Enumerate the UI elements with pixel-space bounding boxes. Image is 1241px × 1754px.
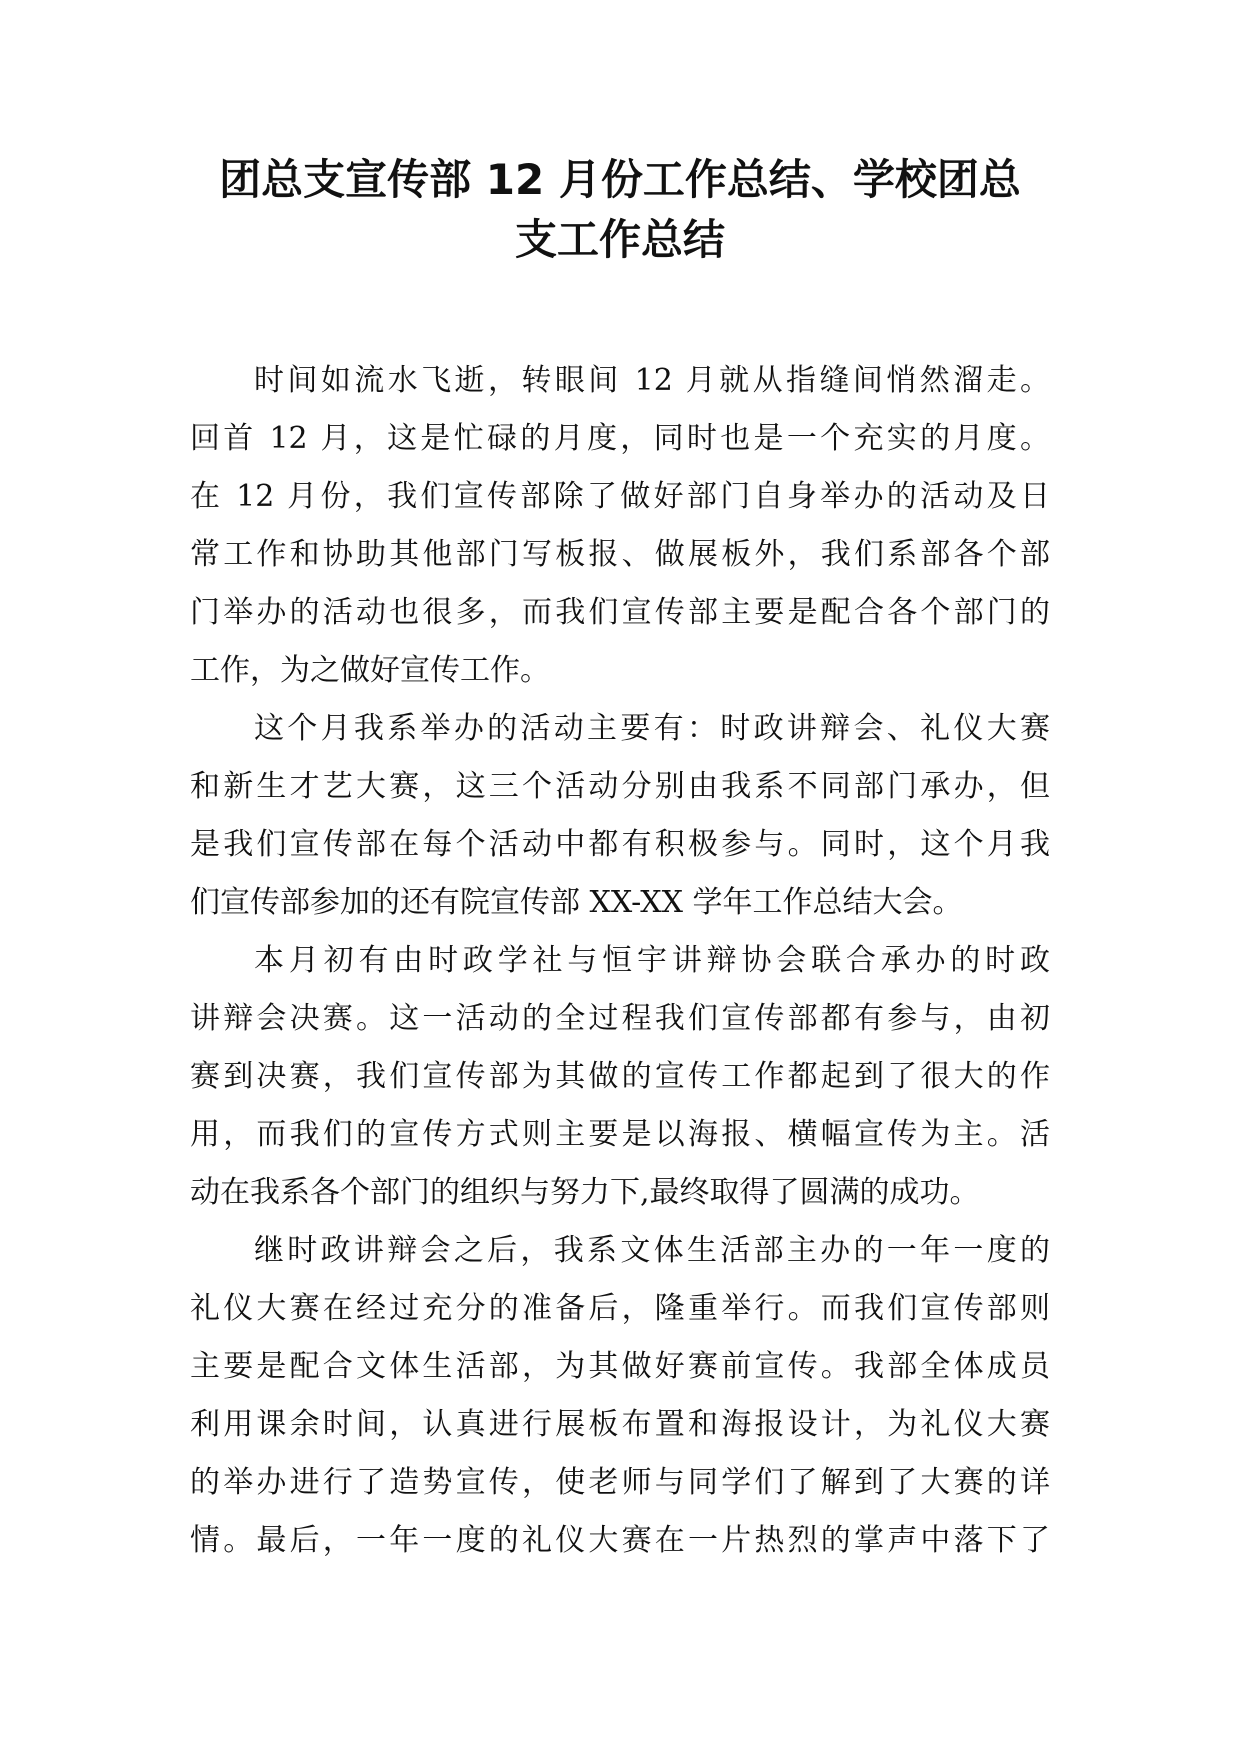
text-line: 礼仪大赛在经过充分的准备后，隆重举行。而我们宣传部则 bbox=[190, 1291, 1050, 1326]
text-line: 讲辩会决赛。这一活动的全过程我们宣传部都有参与，由初 bbox=[190, 1001, 1050, 1036]
text-line: 这个月我系举办的活动主要有：时政讲辩会、礼仪大赛 bbox=[254, 711, 1050, 746]
text-line: 工作，为之做好宣传工作。 bbox=[190, 653, 550, 688]
paragraph-3 bbox=[190, 932, 1050, 1222]
text-line: 回首 12 月，这是忙碌的月度，同时也是一个充实的月度。 bbox=[190, 421, 1050, 456]
text-line: 们宣传部参加的还有院宣传部 XX-XX 学年工作总结大会。 bbox=[190, 885, 963, 920]
paragraph-2 bbox=[190, 700, 1050, 932]
text-line: 动在我系各个部门的组织与努力下,最终取得了圆满的成功。 bbox=[190, 1175, 980, 1210]
text-line: 赛到决赛，我们宣传部为其做的宣传工作都起到了很大的作 bbox=[190, 1059, 1050, 1094]
text-line: 门举办的活动也很多，而我们宣传部主要是配合各个部门的 bbox=[190, 595, 1050, 630]
document-body bbox=[190, 352, 1050, 1570]
title-line: 支工作总结 bbox=[514, 215, 725, 264]
text-line: 利用课余时间，认真进行展板布置和海报设计，为礼仪大赛 bbox=[190, 1407, 1050, 1442]
text-line: 和新生才艺大赛，这三个活动分别由我系不同部门承办，但 bbox=[190, 769, 1050, 804]
text-line: 继时政讲辩会之后，我系文体生活部主办的一年一度的 bbox=[254, 1233, 1050, 1268]
paragraph-1 bbox=[190, 352, 1050, 700]
text-line: 是我们宣传部在每个活动中都有积极参与。同时，这个月我 bbox=[190, 827, 1050, 862]
text-line: 情。最后，一年一度的礼仪大赛在一片热烈的掌声中落下了 bbox=[190, 1523, 1050, 1558]
text-line: 的举办进行了造势宣传，使老师与同学们了解到了大赛的详 bbox=[190, 1465, 1050, 1500]
paragraph-4 bbox=[190, 1222, 1050, 1570]
text-line: 主要是配合文体生活部，为其做好赛前宣传。我部全体成员 bbox=[190, 1349, 1050, 1384]
title-line: 团总支宣传部 12 月份工作总结、学校团总 bbox=[219, 155, 1021, 204]
text-line: 用，而我们的宣传方式则主要是以海报、横幅宣传为主。活 bbox=[190, 1117, 1050, 1152]
text-line: 时间如流水飞逝，转眼间 12 月就从指缝间悄然溜走。 bbox=[254, 363, 1050, 398]
document-title bbox=[150, 150, 1090, 270]
text-line: 常工作和协助其他部门写板报、做展板外，我们系部各个部 bbox=[190, 537, 1050, 572]
text-line: 本月初有由时政学社与恒宇讲辩协会联合承办的时政 bbox=[254, 943, 1050, 978]
text-line: 在 12 月份，我们宣传部除了做好部门自身举办的活动及日 bbox=[190, 479, 1050, 514]
